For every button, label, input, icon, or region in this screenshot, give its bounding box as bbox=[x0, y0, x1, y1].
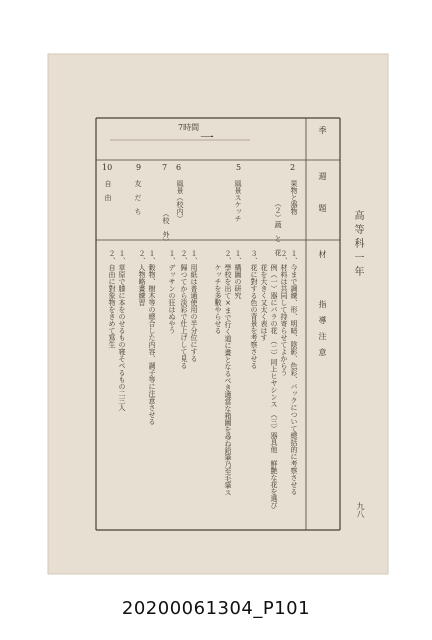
row-title: 友 だ ち bbox=[134, 180, 142, 215]
row-note: １、草原で膝に本をのせるもの寝そべるもの二三人 bbox=[118, 250, 126, 411]
row-note: １、穀物、樹木等の總合した内容、調子等に注意させる bbox=[148, 250, 156, 425]
column-header-material: 材 bbox=[318, 250, 327, 258]
row-note: ２、人物略畫練習 bbox=[138, 250, 146, 306]
row-note: ２、學校を出て×まで行く道に畫となるべき適當な箱圖を尋ね鉛筆乃至毛筆ス bbox=[224, 250, 232, 496]
row-note: １、用紙は普通使用の半分位にする bbox=[190, 250, 198, 362]
row-title: 果物と器物 bbox=[290, 180, 298, 215]
image-caption: 20200061304_P101 bbox=[121, 598, 311, 619]
column-header-guidance: 指 導 注 意 bbox=[318, 300, 327, 356]
row-week: 10 bbox=[102, 163, 113, 172]
column-header-title: 題 bbox=[318, 204, 327, 212]
header-hours: 7時間 bbox=[178, 123, 200, 132]
row-note: ケッチを多數やらせる bbox=[214, 250, 222, 334]
row-week: 6 bbox=[176, 163, 182, 172]
row-note: 例（一）器にバラの花 （二）同上ヒヤシンス （三）器具他 鮮艶な花を選び bbox=[270, 250, 278, 509]
row-week: 7 bbox=[162, 163, 168, 172]
side-title: 高等科一年 bbox=[352, 210, 363, 280]
column-header-week: 週 bbox=[318, 172, 327, 180]
row-week: 5 bbox=[236, 163, 242, 172]
row-note: 花を大きく又太く表はす bbox=[260, 250, 268, 341]
header-dash: 一 bbox=[200, 131, 214, 147]
row-week: 2 bbox=[290, 163, 296, 172]
row-note: ２、歸つてから淡彩で仕上げして見る bbox=[180, 250, 188, 369]
row-note: １、デッサンの狂はぬやう bbox=[168, 250, 176, 334]
row-title: 風景（校内） bbox=[176, 180, 184, 222]
page-number: 九八 bbox=[356, 502, 365, 518]
column-header-season: 季 bbox=[318, 126, 327, 134]
row-note: １、今まで調練、形、明暗、陰影、色彩、バックについて總括的に考察させる bbox=[290, 250, 298, 495]
row-title: （校 外） bbox=[162, 210, 170, 245]
row-note: ２、材料は共同して持寄らせてよからう bbox=[280, 250, 288, 376]
row-title: （２）蔬 と 花 bbox=[274, 200, 282, 256]
row-title: 風景スケッチ bbox=[234, 180, 242, 222]
row-week: 9 bbox=[136, 163, 142, 172]
row-note: １、構圖の研究 bbox=[234, 250, 242, 299]
row-title: 自 由 bbox=[104, 180, 112, 201]
row-note: ２、自由に對象物をきめて寫生 bbox=[108, 250, 116, 348]
row-note: ３、花に對する色の背景を考察させる bbox=[250, 250, 258, 369]
